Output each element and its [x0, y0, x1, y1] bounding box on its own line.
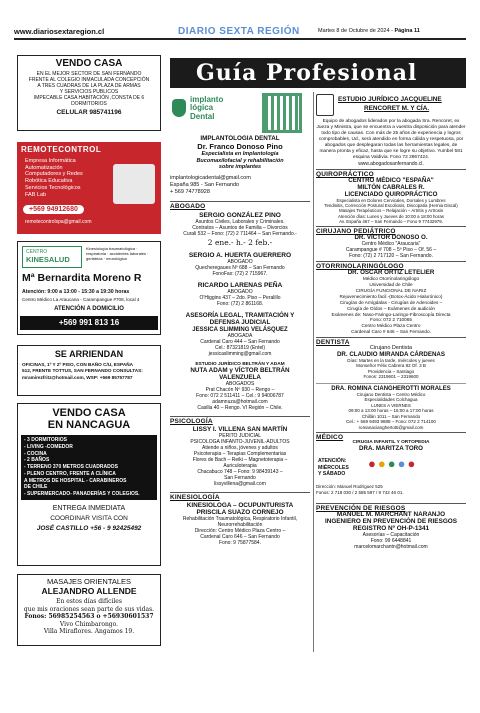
lawyer-entry	[170, 362, 310, 411]
website-url[interactable]: www.diariosextaregion.cl	[14, 27, 105, 36]
psico-entry	[170, 426, 310, 487]
entry-line: Fono: (72) 2 717120 – San Fernando.	[349, 253, 433, 260]
med-specialty: CIRUGIA INFANTIL Y ORTOPEDIA	[352, 440, 430, 445]
spec-line: sobre implantes	[218, 164, 262, 171]
entry-line: Cardenal Caro 444 – San Fernando	[200, 338, 280, 345]
dent-entry	[316, 345, 466, 380]
service-item: FAB Lab	[25, 191, 47, 198]
brand-line: lógica	[190, 103, 214, 113]
service-item: Servicios Tecnológicos	[25, 184, 81, 191]
lawyer-entry	[170, 282, 310, 307]
entry-line: Fonos: 2 718 030 / 2 585 597 / 9 742 46 01.	[316, 489, 404, 495]
med-contact	[316, 484, 404, 495]
date-text: Martes 8 de Octubre de 2024 -	[318, 28, 395, 34]
ad-title: MASAJES ORIENTALES	[46, 577, 132, 586]
kinesalud-address: Centro Médico La Araucana - Carampangue #708, local 4	[22, 297, 140, 302]
section-header-cirujano-pediatrico: CIRUJANO PEDIÁTRICO	[316, 226, 466, 234]
ad-title: VENDO CASA	[55, 58, 123, 69]
ad-se-arriendan	[17, 345, 161, 396]
quiro-title: CENTRO MÉDICO "ESPAÑA"	[348, 176, 434, 184]
entry-line: Chillán 1011 – San Fernando	[361, 413, 421, 419]
entry-line: Dirección: Manuel Rodríguez 525	[316, 484, 383, 489]
entry-line: San Fernando	[224, 475, 256, 482]
schedule-line: Y SÁBADO	[318, 471, 346, 477]
feature-item: - TERRENO 370 METROS CUADRADOS	[24, 464, 118, 470]
ciru-entry	[316, 234, 466, 259]
estudio-title: RENCORET M. Y CÍA.	[364, 105, 430, 112]
section-header-psicologia: PSICOLOGÍA	[170, 416, 310, 424]
ciru-name: DR. VÍCTOR DONOSO O.	[354, 234, 428, 242]
ad-line: Fonos: 56985254563 o +56930601537	[24, 613, 154, 620]
section-header-otorrino: OTORRINOLARINGÓLOGO	[316, 261, 466, 269]
entry-line: Quecheregaues Nº 688 – San Fernando	[195, 265, 285, 272]
masthead: DIARIO SEXTA REGIÓN	[178, 26, 300, 37]
entry-line: Rehabilitación Traumatológica, Respiratorio Infantil,	[182, 516, 298, 523]
entry-line: LUNES A VIERNES	[371, 402, 411, 408]
header-rule	[14, 38, 466, 40]
entry-line: Cel.: + 569 9493 9888 – Fono: 072 2 714100	[346, 419, 436, 425]
ad-line: Vivo Chimbarongo.	[59, 620, 119, 628]
entry-line: FonoFax: (72) 2 715967.	[212, 271, 268, 278]
med-schedule	[318, 458, 349, 478]
entry-line: Cirujano Dentista – Centro Médico	[356, 391, 426, 397]
entry-line: Fono: 072 2 511411 – Cel.: 9 94006787	[196, 393, 284, 400]
ad-text	[18, 598, 160, 636]
entry-line: Dirección: Centro Médico Plaza Centro –	[194, 528, 286, 535]
ciang-entry	[316, 383, 466, 430]
entry-line: Auriculoterapia	[223, 463, 257, 470]
ad-line: DORMITORIOS	[71, 101, 107, 107]
section-header-dentista: DENTISTA	[316, 337, 466, 345]
entry-line: 09:00 a 13:00 horas – 15:00 a 17:00 horas	[348, 408, 434, 414]
lawyer-name: JESSICA SLIMMING VELÁSQUEZ	[192, 326, 288, 333]
entry-line: Curali 532 – Fono: (72) 2 711464 – San Fernando.-	[183, 231, 297, 238]
ad-remotecontrol	[17, 142, 161, 234]
remotecontrol-logo: REMOTECONTROL	[21, 145, 102, 154]
kinesalud-hours: Atención: 9:00 a 13:00 - 15:30 a 19:30 horas	[22, 289, 130, 295]
estudio-title: ESTUDIO JURÍDICO JACQUELINE	[338, 96, 442, 103]
entry-line: ABOGADA	[227, 332, 253, 339]
dent-name: DR. CLAUDIO MIRANDA CÁRDENAS	[336, 351, 446, 359]
entry-line: Psicoterapia – Terapias Complementarias	[193, 451, 287, 458]
kinesalud-phone: +569 991 813 16	[20, 316, 158, 330]
section-header-quiropractico: QUIROPRÁCTICO	[316, 169, 466, 177]
prev-registry: REGISTRO Nº OH-P-1341	[352, 525, 430, 532]
entry-line: Prat Chacón Nº 930 – Rengo –	[205, 387, 275, 394]
lawyer-entry	[170, 252, 310, 277]
entry-line: ABOGADOS	[225, 381, 255, 388]
lawyer-name: ASESORÍA LEGAL, TRAMITACIÓN Y DEFENSA JUDICIAL	[185, 312, 295, 327]
ad-name: ALEJANDRO ALLENDE	[41, 586, 137, 596]
ad-kinesalud	[17, 241, 161, 335]
feature-item: - 2 BAÑOS	[24, 457, 50, 464]
entry-line: Atiende a niños, jóvenes y adultos	[202, 445, 278, 452]
prev-name: MANUEL M. MARCHANT NARANJO	[336, 511, 446, 518]
entry-line[interactable]: marcelomarchantn@hotmail.com	[354, 544, 428, 550]
right-column	[316, 93, 466, 550]
scales-icon	[316, 94, 334, 116]
entry-line: Fono: 99 6448841	[370, 538, 412, 544]
service-item: Automatización	[25, 164, 63, 171]
entry-line: Cardenal Caro 646 – San Fernando	[200, 534, 280, 541]
otor-entry	[316, 269, 466, 335]
med-entry	[316, 440, 466, 502]
section-header-kinesiologia: KINESIOLOGÍA	[170, 492, 310, 500]
ad-contact-phone: JOSÉ CASTILLO +56 - 9 92425492	[36, 524, 142, 532]
entry-line: Monseñor Félix Cabrera 82 Of. 3 B	[356, 363, 426, 369]
entry-line: PERITO JUDICIAL	[218, 433, 262, 440]
ad-line: 512, FRENTE TOTTUS, SAN FERNANDO CONSULTAS:	[22, 368, 143, 374]
quiro-subtitle: LICENCIADO QUIROPRÁCTICO	[344, 190, 438, 198]
ad-delivery: ENTREGA INMEDIATA	[52, 504, 126, 512]
feature-item: DE CHILE	[24, 484, 48, 491]
entry-line: Atención días: Lunes y Jueves de 10:00 a 18:00 horas	[338, 213, 444, 219]
page-number: Página 11	[394, 28, 420, 34]
entry-line: Rejuvenecimiento facil -(Botox-Ácido Hialurónico)	[339, 293, 443, 299]
entry-line: Carampangue # 708 – 5º Piso – Of. 56 –	[345, 247, 437, 254]
prev-title: INGENIERO EN PREVENCIÓN DE RIESGOS	[324, 518, 458, 525]
ad-title: SE ARRIENDAN	[54, 349, 124, 359]
psico-name: LISSY I. VILLENA SAN MARTÍN	[192, 426, 288, 434]
entry-line: Tendinitis, Corrección Postural Escoliosis, Discopatía (Hernia Discal)	[324, 203, 458, 209]
entry-line: PSICOLOGA INFANTO-JUVENIL-ADULTOS	[190, 439, 290, 446]
med-name: DRA. MARITZA TORO	[359, 445, 423, 452]
entry-line: Médico Otorrinolaringólogo	[362, 276, 420, 282]
feature-item: - COCINA	[24, 450, 47, 457]
entry-line: Fonos: 2319601 – 2319600	[363, 374, 419, 380]
entry-line: Cardenal Caro # 646 – San Fernando.	[351, 329, 431, 335]
ad-masajes	[17, 574, 161, 646]
section-header-abogado: ABOGADO	[170, 201, 310, 209]
entry-line: Especialidades Colchagua	[364, 397, 418, 403]
ad-line: Villa Miraflores. Angamos 19.	[43, 628, 135, 635]
entry-line: Cirugías de Amígdalas - Cirugías de Adenoides –	[339, 299, 443, 305]
kinesalud-logo	[22, 246, 82, 268]
ad-text	[22, 362, 160, 381]
kinesalud-doctor: Mª Bernardita Moreno R	[22, 272, 142, 284]
entry-line[interactable]: lissyvillena@gmail.com	[214, 481, 266, 488]
entry-line: Neurorrehabilitación	[217, 522, 263, 529]
entry-line: ABOGADO	[227, 259, 253, 266]
ad-phone: CELULAR 985741196	[56, 109, 122, 116]
feature-item: - LIVING -COMEDOR	[24, 443, 73, 450]
ad-line: mramirezfritz@hotmail.com, WSP: +569 85757787	[22, 374, 133, 380]
ad-line: EN EL MEJOR SECTOR DE SAN FERNANDO	[36, 71, 142, 77]
entry-line: Universidad de Chile	[369, 282, 413, 288]
implanto-logo-row	[170, 92, 310, 133]
lawyer-entry	[170, 312, 310, 356]
kinesalud-name: KINESALUD	[26, 255, 70, 264]
entry-line: Casilla 40 – Rengo. VI Región – Chile.	[197, 405, 283, 412]
entry-line: Contratos – Asuntos de Familia – Divorcios	[192, 225, 288, 232]
entry-line: CIRUGÍA FUNCIONAL DE NARIZ	[355, 288, 427, 294]
lawyer-entry	[170, 212, 310, 247]
middle-column	[170, 92, 310, 546]
implanto-email[interactable]: implantologicadental@gmail.com	[170, 175, 251, 182]
entry-line: Especialista en Dolores Cervicales, Dorsales y Lumbres	[336, 197, 446, 203]
service-item: Robótica Educativa	[25, 178, 73, 185]
guia-title: Guía Profesional	[170, 58, 466, 88]
implanto-heading: IMPLANTOLOGIA DENTAL	[200, 135, 280, 142]
handwritten-note: 2 ene.- h.- 2 feb.-	[207, 238, 273, 248]
schedule-line: ATENCIÓN:	[318, 458, 347, 464]
service-item: Computadores y Redes	[25, 171, 83, 178]
tooth-icon	[172, 99, 186, 117]
date-line	[318, 28, 420, 34]
ad-line: En estos días difíciles	[56, 598, 122, 605]
entry-line[interactable]: adamnuza@hotmail.com	[212, 399, 268, 406]
feature-item: - PLENO CENTRO, FRENTE A CLÍNICA	[24, 470, 116, 477]
quiro-entry	[316, 177, 466, 224]
entry-line: Asuntos Civiles, Laborales y Criminales.	[195, 219, 285, 226]
prev-entry	[316, 511, 466, 550]
kinesalud-home: ATENCIÓN A DOMICILIO	[54, 306, 124, 312]
entry-line: Asesorías – Capacitación	[362, 532, 420, 538]
remotecontrol-phone: +569 94912680	[23, 205, 84, 214]
entry-line: Fono: 072 2 710065	[370, 317, 412, 323]
entry-line: Providencia – Santiago	[367, 368, 415, 374]
lawyer-name: NUTA ADAM y VÍCTOR BELTRÁN VALENZUELA	[190, 366, 290, 381]
entry-line: Días: Martes en la tarde, miércoles y jueves	[347, 358, 435, 364]
ciang-name: DRA. ROMINA CIANGHEROTTI MORALES	[331, 385, 451, 392]
kine-name: PRISCILA SUAZO CORNEJO	[196, 509, 284, 517]
estudio-header	[316, 93, 466, 119]
ad-line: OFICINAS, 1º Y 2º PISO, CON BAÑO C/U, ESPAÑA	[22, 362, 133, 367]
robot-illustration	[113, 164, 155, 204]
feature-item: A METROS DE HOSPITAL - CARABINEROS	[24, 477, 127, 484]
ad-line: IMPECABLE CASA HABITACIÓN ,CONSTA DE 6	[33, 95, 145, 101]
kine-entry	[170, 502, 310, 546]
remotecontrol-email: remotecontrolspa@gmail.com	[25, 219, 92, 226]
entry-line: Flores de Bach – Reiki – Magnetoterapia –	[192, 457, 288, 464]
estudio-text: Equipo de abogados liderados por la abogada Sra. Rencoret, ex Jueza y Ministra, que se encuentra a vuestra disposición para atender todo tipo de causas. Con más de 25 años de experiencia y logros comprobables, Ud., será atendido en forma cálida y respetuosa, por abogados que desplegaran todas las herramientas legales, de manera pronta y eficaz, hasta que se logre su objetivo. Yumbel 581 esquina Valdivia. Fono 72 2967424.	[316, 119, 466, 160]
brand-line: Dental	[190, 111, 215, 121]
kinesalud-centro: CENTRO	[26, 249, 48, 255]
entry-line: Cirugía de Oídos – Exámenes de audición	[346, 305, 436, 311]
entry-line[interactable]: jessicaslimming@gmail.com	[208, 350, 272, 357]
entry-line: Av. España 467 – San Fernando – Fono 9 77432979.	[339, 219, 443, 225]
implanto-brand	[190, 96, 223, 121]
implanto-phone: + 569 74778928	[170, 188, 210, 195]
entry-line: Masajes Terapéuticos – Relajación – Artritis y Artrosis	[338, 208, 444, 214]
ad-features	[21, 435, 157, 500]
implanto-address: España 985 - San Fernando	[170, 181, 240, 188]
entry-line: Centro Médico Plaza Centro	[361, 323, 421, 329]
entry-line: O'Higgins 437 – 2do. Piso – Peralillo	[199, 295, 281, 302]
ad-vendo-casa-nancagua	[17, 403, 161, 566]
implanto-contact	[170, 175, 310, 195]
estudio-web[interactable]: www.abogadosanfernando.cl.	[358, 160, 424, 167]
children-illustration: ●●●●●	[368, 456, 418, 471]
ad-vendo-casa	[17, 55, 161, 131]
entry-line: Cel.: 87321819 (Entel)	[214, 344, 266, 351]
ad-line: Y SERVICIOS PUBLICOS	[59, 89, 119, 95]
entry-line: Fono: (72) 2 861168.	[216, 301, 264, 308]
service-item: Empresa Informática	[25, 158, 76, 164]
implanto-spec	[170, 151, 310, 171]
kinesalud-tagline: Kinesiología traumatológica · respiratoria · accidentes laborales · geriátrica · neurológica	[86, 246, 149, 261]
lawyer-name: RICARDO LARENAS PEÑA	[197, 282, 283, 290]
ad-contact: COORDINAR VISITA CON	[50, 514, 128, 522]
entry-line[interactable]: romanacianghertotti@gmail.com	[358, 424, 424, 430]
implanto-doctor: Dr. Franco Donoso Pino	[197, 142, 283, 151]
lawyer-name: SERGIO A. HUERTA GUERRERO	[188, 252, 292, 260]
ad-line: A TRES CUADRAS DE LA PLAZA DE ARMAS	[37, 83, 141, 89]
qr-code-icon[interactable]	[262, 93, 302, 133]
spec-line: Especialista en Implantología	[201, 151, 279, 157]
schedule-line: MIÉRCOLES	[318, 464, 349, 471]
quiro-name: MILTÓN CABRALES R.	[357, 183, 425, 191]
ad-line: que mis oraciones sean parte de sus vidas.	[23, 605, 155, 613]
dent-title: Cirujano Dentista	[369, 345, 413, 352]
entry-line: Fono: 9 75877584.	[219, 540, 261, 547]
ad-title: VENDO CASA	[52, 407, 126, 419]
lawyer-name: SERGIO GONZÁLEZ PINO	[199, 212, 281, 220]
otor-name: DR. ÓSCAR ORTIZ LETELIER	[347, 269, 435, 277]
section-header-prevencion: PREVENCIÓN DE RIESGOS	[316, 503, 466, 511]
ad-subtitle: EN NANCAGUA	[47, 419, 131, 431]
lawyer-firm: ESTUDIO JURÍDICO BELTRÁN Y ADAM	[195, 361, 285, 367]
brand-line: implanto	[190, 95, 224, 104]
column-divider	[313, 92, 314, 652]
kine-title: KINESIOLOGA – OCUPUNTURISTA	[186, 502, 294, 510]
entry-line: Centro Médico "Araucaria"	[361, 241, 421, 248]
ad-text	[18, 71, 160, 107]
entry-line: ABOGADO	[227, 289, 253, 296]
feature-item: - 3 DORMITORIOS	[24, 437, 67, 443]
feature-item: - SUPERMERCADO- PANADERÍAS Y COLEGIOS.	[24, 491, 140, 497]
ad-line: FRENTE AL COLEGIO INMACULADA CONCEPCIÓN	[28, 77, 150, 83]
spec-line: Bucomaxilofacial y rehabilitación	[196, 157, 284, 164]
entry-line: Exámenes de: Naso-Faringo-Laringo-Fibroscopía Directa	[331, 311, 451, 317]
entry-line: Chacabuco 748 – Fono: 9 98439143 –	[197, 469, 283, 476]
section-header-medico: MÉDICO	[316, 432, 466, 440]
